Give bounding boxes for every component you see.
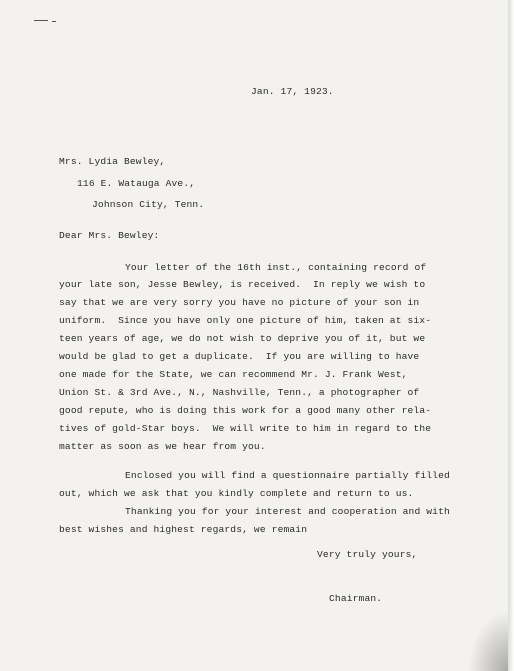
salutation: Dear Mrs. Bewley: <box>59 230 160 241</box>
body-line: tives of gold-Star boys. We will write to him in regard to the <box>59 423 432 434</box>
body-line: say that we are very sorry you have no picture of your son in <box>59 297 420 308</box>
body-line: teen years of age, we do not wish to deprive you of it, but we <box>59 333 426 344</box>
top-left-mark-2 <box>52 21 56 22</box>
body-line: your late son, Jesse Bewley, is received. In reply we wish to <box>59 279 426 290</box>
closing: Very truly yours, <box>317 549 418 560</box>
body-line: matter as soon as we hear from you. <box>59 441 266 452</box>
signature-title: Chairman. <box>329 593 383 604</box>
page-corner-shadow <box>468 611 508 671</box>
body-line: good repute, who is doing this work for a good many other rela- <box>59 405 432 416</box>
recipient-street: 116 E. Watauga Ave., <box>77 178 196 189</box>
body-line: Enclosed you will find a questionnaire partially filled <box>125 470 450 481</box>
page-edge <box>508 0 514 671</box>
body-line: Your letter of the 16th inst., containing record of <box>125 262 427 273</box>
body-line: out, which we ask that you kindly complete and return to us. <box>59 488 414 499</box>
top-left-mark <box>34 20 48 21</box>
body-line: best wishes and highest regards, we remain <box>59 524 308 535</box>
body-line: uniform. Since you have only one picture of him, taken at six- <box>59 315 432 326</box>
body-line: Union St. & 3rd Ave., N., Nashville, Tenn., a photographer of <box>59 387 420 398</box>
recipient-city: Johnson City, Tenn. <box>92 199 205 210</box>
recipient-name: Mrs. Lydia Bewley, <box>59 156 166 167</box>
body-line: one made for the State, we can recommend Mr. J. Frank West, <box>59 369 408 380</box>
body-line: would be glad to get a duplicate. If you are willing to have <box>59 351 420 362</box>
letter-date: Jan. 17, 1923. <box>251 86 334 97</box>
body-line: Thanking you for your interest and cooperation and with <box>125 506 450 517</box>
